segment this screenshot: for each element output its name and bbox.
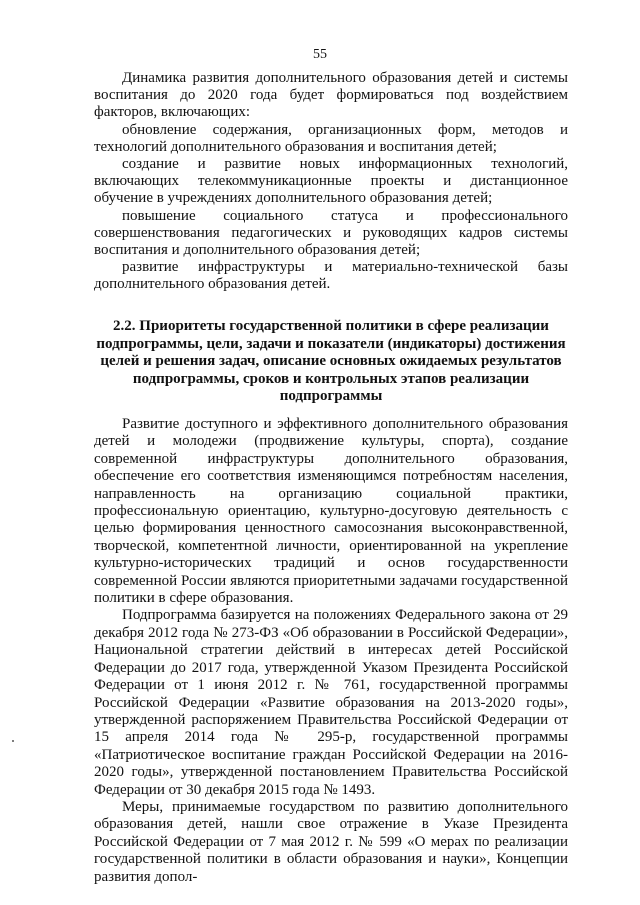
intro-list-item: обновление содержания, организационных форм, методов и технологий дополнительного образования и воспитания детей; (94, 121, 568, 155)
page-number: 55 (313, 47, 327, 62)
body-paragraph: Развитие доступного и эффективного дополнительного образования детей и молодежи (продвижение культуры, спорта), создание современной инфраструктуры дополнительного образования, обеспечение его соответствия изменяющимся потребностям населения, направленность на организацию социальной практики, профессиональную ориентацию, культурно-досуговую деятельность с целью формирования ценностного самосознания высоконравственной, творческой, компетентной личности, ориентированной на укрепление культурно-исторических традиций и основ государственности современной России являются приоритетными задачами государственной политики в сфере образования. (94, 416, 568, 607)
intro-list-item: создание и развитие новых информационных технологий, включающих телекоммуникационные проекты и дистанционное обучение в учреждениях дополнительного образования детей; (94, 156, 568, 207)
intro-list-item: развитие инфраструктуры и материально-технической базы дополнительного образования детей. (94, 259, 568, 293)
intro-list-item: повышение социального статуса и профессионального совершенствования педагогических и руководящих кадров системы воспитания и дополнительного образования детей; (94, 207, 568, 259)
scan-speck (12, 740, 14, 742)
body-paragraph: Подпрограмма базируется на положениях Федерального закона от 29 декабря 2012 года № 273-ФЗ «Об образовании в Российской Федерации», Национальной стратегии действий в интересах детей Российской Федерации до 2017 года, утвержденной Указом Президента Российской Федерации от 1 июня 2012 г. № 761, государственной программы Российской Федерации «Развитие образования на 2013-2020 годы», утвержденной распоряжением Правительства Российской Федерации от 15 апреля 2014 года № 295-р, государственной программы «Патриотическое воспитание граждан Российской Федерации на 2016-2020 годы», утвержденной постановлением Правительства Российской Федерации от 30 декабря 2015 года № 1493. (94, 607, 568, 798)
body-paragraph: Меры, принимаемые государством по развитию дополнительного образования детей, нашли свое отражение в Указе Президента Российской Федерации от 7 мая 2012 г. № 599 «О мерах по реализации государственной политики в области образования и науки», Концепции развития допол- (94, 798, 568, 885)
body-section (94, 416, 568, 886)
intro-paragraph: Динамика развития дополнительного образования детей и системы воспитания до 2020 года будет формироваться под воздействием факторов, включающих: (94, 70, 568, 121)
section-heading: 2.2. Приоритеты государственной политики в сфере реализации подпрограммы, цели, задачи и показатели (индикаторы) достижения целей и решения задач, описание основных ожидаемых результатов подпрограммы, сроков и контрольных этапов реализации подпрограммы (96, 318, 566, 405)
intro-section (94, 70, 568, 294)
